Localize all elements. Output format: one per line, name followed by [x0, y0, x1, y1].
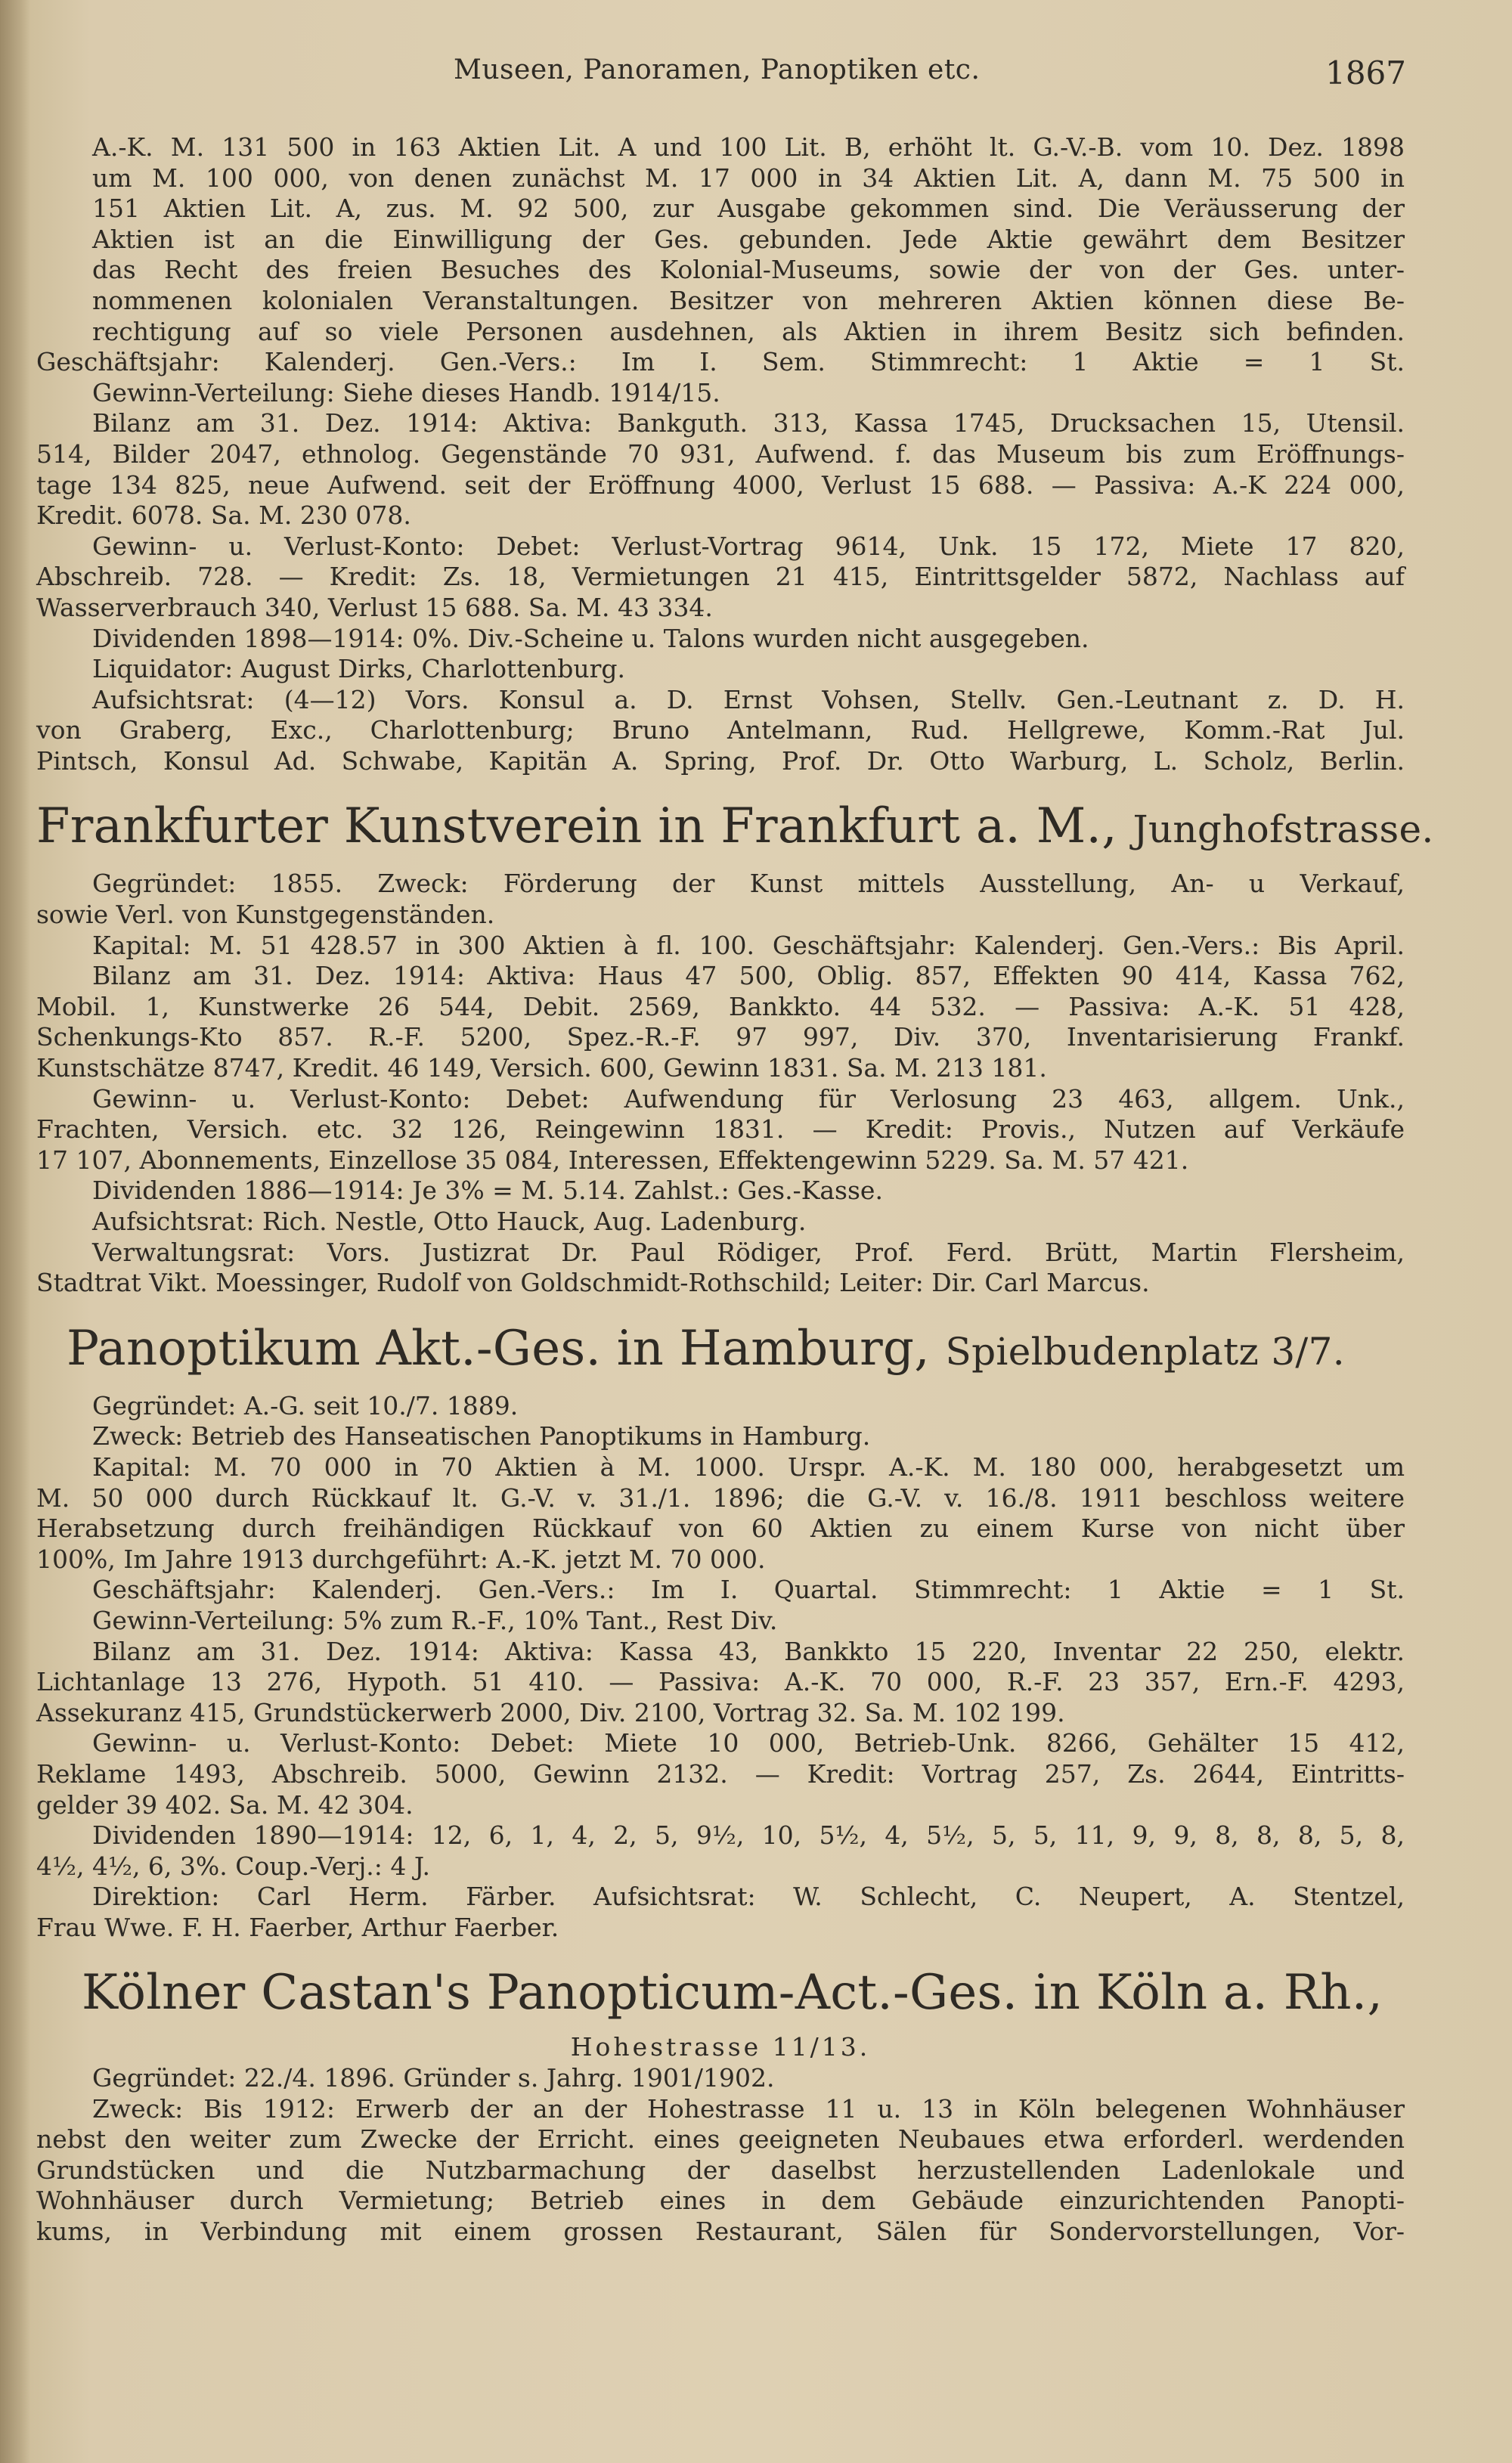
text-line: Gewinn-Verteilung: Siehe dieses Handb. 1914/15. — [92, 377, 720, 407]
heading-title: Frankfurter Kunstverein in Frankfurt a. M., — [36, 798, 1117, 855]
text-line: Lichtanlage 13 276, Hypoth. 51 410. — Passiva: A.-K. 70 000, R.-F. 23 357, Ern.-F. 4293, — [36, 1667, 1405, 1697]
text-line: Bilanz am 31. Dez. 1914: Aktiva: Bankguth. 313, Kassa 1745, Drucksachen 15, Utensil. — [92, 408, 1405, 438]
text-line: Stadtrat Vikt. Moessinger, Rudolf von Goldschmidt-Rothschild; Leiter: Dir. Carl Marcus. — [36, 1268, 1150, 1298]
text-line: Gewinn- u. Verlust-Konto: Debet: Aufwendung für Verlosung 23 463, allgem. Unk., — [92, 1083, 1405, 1114]
text-line: das Recht des freien Besuches des Kolonial-Museums, sowie der von der Ges. unter- — [92, 255, 1405, 285]
text-line: 4½, 4½, 6, 3%. Coup.-Verj.: 4 J. — [36, 1851, 431, 1881]
text-line: Kapital: M. 51 428.57 in 300 Aktien à fl. 100. Geschäftsjahr: Kalenderj. Gen.-Vers.: Bis April. — [92, 930, 1405, 960]
text-line: Geschäftsjahr: Kalenderj. Gen.-Vers.: Im I. Sem. Stimmrecht: 1 Aktie = 1 St. — [36, 347, 1405, 377]
text-line: kums, in Verbindung mit einem grossen Restaurant, Sälen für Sondervorstellungen, Vor- — [36, 2217, 1405, 2247]
text-line: Gegründet: A.-G. seit 10./7. 1889. — [92, 1390, 519, 1420]
page-header — [454, 54, 1406, 100]
heading-title: Panoptikum Akt.-Ges. in Hamburg, — [67, 1320, 930, 1377]
text-line: Mobil. 1, Kunstwerke 26 544, Debit. 2569, Bankkto. 44 532. — Passiva: A.-K. 51 428, — [36, 991, 1405, 1021]
text-line: Bilanz am 31. Dez. 1914: Aktiva: Kassa 43, Bankkto 15 220, Inventar 22 250, elektr. — [92, 1636, 1405, 1666]
text-line: Wasserverbrauch 340, Verlust 15 688. Sa. M. 43 334. — [36, 592, 713, 622]
text-line: Direktion: Carl Herm. Färber. Aufsichtsrat: W. Schlecht, C. Neupert, A. Stentzel, — [92, 1882, 1405, 1912]
text-line: A.-K. M. 131 500 in 163 Aktien Lit. A und 100 Lit. B, erhöht lt. G.-V.-B. vom 10. Dez. 1898 — [92, 132, 1405, 162]
section-koelner-castans-panopticum — [36, 1964, 1405, 2247]
text-line: Dividenden 1890—1914: 12, 6, 1, 4, 2, 5, 9½, 10, 5½, 4, 5½, 5, 5, 11, 9, 9, 8, 8, 8, 5, 8, — [92, 1820, 1405, 1851]
text-line: Gewinn- u. Verlust-Konto: Debet: Miete 10 000, Betrieb-Unk. 8266, Gehälter 15 412, — [92, 1728, 1405, 1758]
text-line: von Graberg, Exc., Charlottenburg; Bruno Antelmann, Rud. Hellgrewe, Komm.-Rat Jul. — [36, 715, 1405, 745]
text-line: 100%, Im Jahre 1913 durchgeführt: A.-K. jetzt M. 70 000. — [36, 1544, 766, 1574]
text-line: Verwaltungsrat: Vors. Justizrat Dr. Paul Rödiger, Prof. Ferd. Brütt, Martin Flersheim, — [92, 1237, 1405, 1267]
text-line: Abschreib. 728. — Kredit: Zs. 18, Vermietungen 21 415, Eintrittsgelder 5872, Nachlass auf — [36, 562, 1405, 592]
text-line: Dividenden 1898—1914: 0%. Div.-Scheine u. Talons wurden nicht ausgegeben. — [92, 623, 1089, 653]
text-line: Wohnhäuser durch Vermietung; Betrieb eines in dem Gebäude einzurichtenden Panopti- — [36, 2186, 1405, 2216]
text-line: Zweck: Bis 1912: Erwerb der an der Hohestrasse 11 u. 13 in Köln belegenen Wohnhäuser — [92, 2093, 1405, 2124]
text-line: gelder 39 402. Sa. M. 42 304. — [36, 1789, 414, 1820]
section-kolonial-museum — [36, 132, 1405, 776]
text-line: Grundstücken und die Nutzbarmachung der daselbst herzustellenden Ladenlokale und — [36, 2155, 1405, 2185]
text-line: Reklame 1493, Abschreib. 5000, Gewinn 2132. — Kredit: Vortrag 257, Zs. 2644, Eintritts- — [36, 1758, 1405, 1789]
running-title: Museen, Panoramen, Panoptiken etc. — [454, 54, 981, 85]
text-line: Frau Wwe. F. H. Faerber, Arthur Faerber. — [36, 1912, 559, 1942]
text-line: tage 134 825, neue Aufwend. seit der Eröffnung 4000, Verlust 15 688. — Passiva: A.-K 224 000, — [36, 469, 1405, 500]
text-line: M. 50 000 durch Rückkauf lt. G.-V. v. 31./1. 1896; die G.-V. v. 16./8. 1911 beschloss weitere — [36, 1482, 1405, 1513]
text-line: Aufsichtsrat: Rich. Nestle, Otto Hauck, Aug. Ladenburg. — [92, 1207, 807, 1236]
text-line: Aufsichtsrat: (4—12) Vors. Konsul a. D. Ernst Vohsen, Stellv. Gen.-Leutnant z. D. H. — [92, 684, 1405, 714]
page-binding-shadow — [0, 0, 30, 2463]
text-line: Zweck: Betrieb des Hanseatischen Panoptikums in Hamburg. — [92, 1421, 871, 1451]
section-panoptikum-hamburg — [36, 1320, 1405, 1944]
heading-address: Spielbudenplatz 3/7. — [945, 1329, 1345, 1374]
text-line: Kredit. 6078. Sa. M. 230 078. — [36, 500, 411, 531]
text-line: Bilanz am 31. Dez. 1914: Aktiva: Haus 47 500, Oblig. 857, Effekten 90 414, Kassa 762, — [92, 961, 1405, 991]
heading-title: Kölner Castan's Panopticum-Act.-Ges. in Köln a. Rh., — [82, 1965, 1383, 2022]
text-line: Aktien ist an die Einwilligung der Ges. gebunden. Jede Aktie gewährt dem Besitzer — [92, 224, 1405, 254]
text-line: sowie Verl. von Kunstgegenständen. — [36, 900, 495, 930]
text-line: Frachten, Versich. etc. 32 126, Reingewinn 1831. — Kredit: Provis., Nutzen auf Verkäufe — [36, 1114, 1405, 1145]
text-line: Gegründet: 22./4. 1896. Gründer s. Jahrg. 1901/1902. — [92, 2063, 775, 2093]
section-address: Hohestrasse 11/13. — [570, 2032, 871, 2062]
text-line: Dividenden 1886—1914: Je 3% = M. 5.14. Zahlst.: Ges.-Kasse. — [92, 1176, 883, 1206]
text-line: Kunstschätze 8747, Kredit. 46 149, Versich. 600, Gewinn 1831. Sa. M. 213 181. — [36, 1053, 1047, 1083]
section-heading — [36, 1964, 1405, 2022]
text-line: Gewinn- u. Verlust-Konto: Debet: Verlust-Vortrag 9614, Unk. 15 172, Miete 17 820, — [92, 531, 1405, 561]
text-line: nommenen kolonialen Veranstaltungen. Besitzer von mehreren Aktien können diese Be- — [92, 285, 1405, 315]
text-line: Pintsch, Konsul Ad. Schwabe, Kapitän A. Spring, Prof. Dr. Otto Warburg, L. Scholz, Berlin. — [36, 745, 1405, 776]
section-heading — [36, 798, 1434, 858]
text-line: 17 107, Abonnements, Einzellose 35 084, Interessen, Effektengewinn 5229. Sa. M. 57 421. — [36, 1145, 1189, 1175]
section-heading — [36, 1320, 1405, 1380]
text-line: Gegründet: 1855. Zweck: Förderung der Kunst mittels Ausstellung, An- u Verkauf, — [92, 869, 1405, 899]
text-line: Herabsetzung durch freihändigen Rückkauf von 60 Aktien zu einem Kurse von nicht über — [36, 1513, 1405, 1544]
text-line: rechtigung auf so viele Personen ausdehnen, als Aktien in ihrem Besitz sich befinden. — [92, 316, 1405, 346]
section-frankfurter-kunstverein — [36, 798, 1434, 1298]
text-line: Assekuranz 415, Grundstückerwerb 2000, Div. 2100, Vortrag 32. Sa. M. 102 199. — [36, 1697, 1065, 1727]
text-line: Schenkungs-Kto 857. R.-F. 5200, Spez.-R.-F. 97 997, Div. 370, Inventarisierung Frankf. — [36, 1022, 1405, 1052]
text-line: nebst den weiter zum Zwecke der Erricht. eines geeigneten Neubaues etwa erforderl. werdenden — [36, 2124, 1405, 2155]
text-line: Geschäftsjahr: Kalenderj. Gen.-Vers.: Im I. Quartal. Stimmrecht: 1 Aktie = 1 St. — [92, 1575, 1405, 1605]
page-content — [36, 132, 1434, 2248]
text-line: 514, Bilder 2047, ethnolog. Gegenstände 70 931, Aufwend. f. das Museum bis zum Eröffnungs- — [36, 438, 1405, 469]
text-line: Kapital: M. 70 000 in 70 Aktien à M. 1000. Urspr. A.-K. M. 180 000, herabgesetzt um — [92, 1451, 1405, 1482]
text-line: 151 Aktien Lit. A, zus. M. 92 500, zur Ausgabe gekommen sind. Die Veräusserung der — [92, 194, 1405, 224]
text-line: Gewinn-Verteilung: 5% zum R.-F., 10% Tant., Rest Div. — [92, 1605, 778, 1635]
text-line: Liquidator: August Dirks, Charlottenburg. — [92, 654, 626, 684]
text-line: um M. 100 000, von denen zunächst M. 17 000 in 34 Aktien Lit. A, dann M. 75 500 in — [92, 163, 1405, 193]
heading-address: Junghofstrasse. — [1132, 807, 1434, 852]
page-number: 1867 — [1325, 54, 1406, 91]
